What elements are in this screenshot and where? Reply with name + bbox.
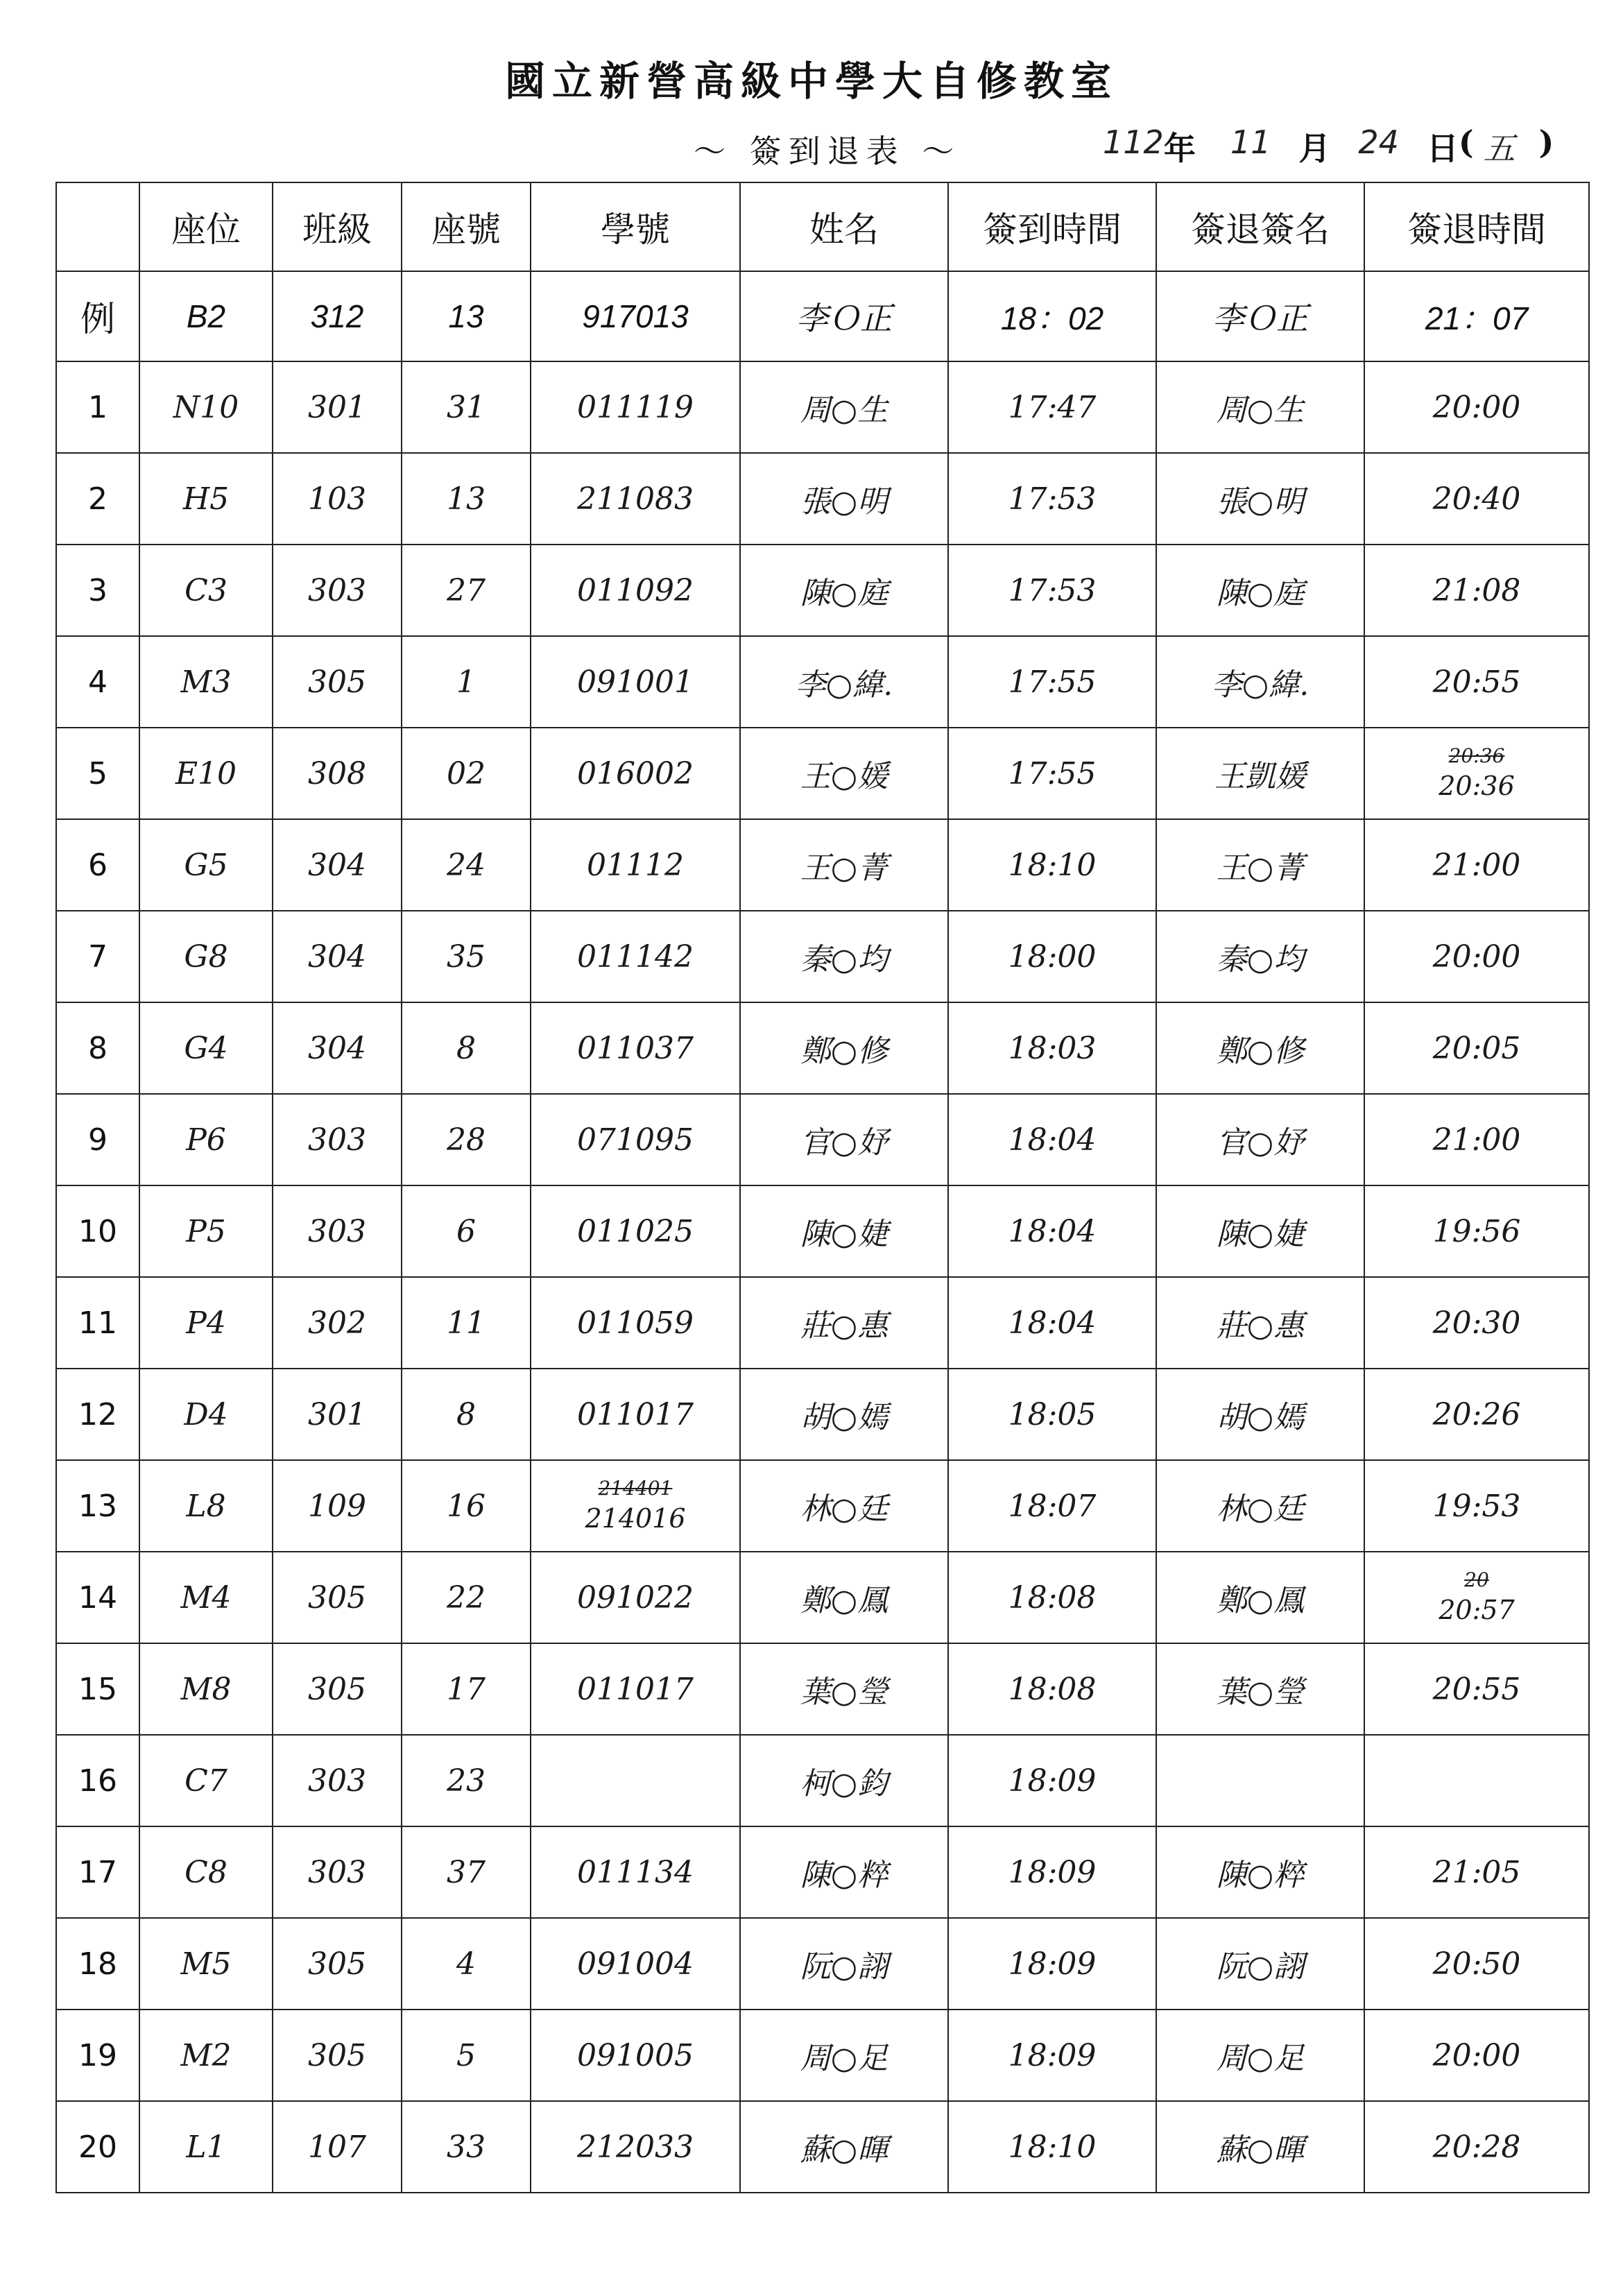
student-id-cell: 011134 — [531, 1826, 740, 1918]
class-cell: 308 — [273, 728, 402, 819]
sign-in-time-cell: 18:04 — [948, 1185, 1156, 1277]
row-number: 2 — [56, 453, 139, 545]
row-number: 15 — [56, 1643, 139, 1735]
seat-number-cell: 17 — [402, 1643, 531, 1735]
row-number: 19 — [56, 2010, 139, 2101]
row-number: 14 — [56, 1552, 139, 1643]
sign-out-name-cell — [1156, 1735, 1364, 1826]
date-year-unit: 年 — [1163, 130, 1196, 167]
seat-number-cell: 5 — [402, 2010, 531, 2101]
sign-out-time-cell: 19:56 — [1364, 1185, 1589, 1277]
seat-cell: M4 — [139, 1552, 273, 1643]
sign-out-name-cell: 蘇○暉 — [1156, 2101, 1364, 2193]
table-row — [56, 728, 1589, 819]
sign-out-name-cell: 張○明 — [1156, 453, 1364, 545]
table-row — [56, 2010, 1589, 2101]
table-row — [56, 1643, 1589, 1735]
table-row — [56, 2101, 1589, 2193]
row-number: 8 — [56, 1002, 139, 1094]
table-row — [56, 1460, 1589, 1552]
seat-number-cell: 6 — [402, 1185, 531, 1277]
row-number: 6 — [56, 819, 139, 911]
name-cell: 王○菁 — [740, 819, 948, 911]
seat-cell: M5 — [139, 1918, 273, 2010]
seat-number-cell: 37 — [402, 1826, 531, 1918]
sign-in-time-cell: 18:04 — [948, 1277, 1156, 1369]
class-cell: 109 — [273, 1460, 402, 1552]
sign-out-time-cell: 20:30 — [1364, 1277, 1589, 1369]
table-row — [56, 361, 1589, 453]
name-cell: 秦○均 — [740, 911, 948, 1002]
sign-out-name-cell: 陳○粹 — [1156, 1826, 1364, 1918]
sign-out-name-cell: 官○妤 — [1156, 1094, 1364, 1185]
example-seat-number: 13 — [402, 271, 531, 361]
table-row — [56, 911, 1589, 1002]
name-cell: 官○妤 — [740, 1094, 948, 1185]
table-row — [56, 1277, 1589, 1369]
class-cell: 305 — [273, 1643, 402, 1735]
seat-cell: L8 — [139, 1460, 273, 1552]
row-number: 18 — [56, 1918, 139, 2010]
example-sign-out-time: 21：07 — [1364, 271, 1589, 361]
table-row — [56, 1918, 1589, 2010]
seat-cell: C8 — [139, 1826, 273, 1918]
sign-out-time-cell: 20:00 — [1364, 911, 1589, 1002]
sign-in-time-cell: 17:53 — [948, 545, 1156, 636]
sign-out-name-cell: 阮○詡 — [1156, 1918, 1364, 2010]
seat-cell: N10 — [139, 361, 273, 453]
sign-in-time-cell: 17:53 — [948, 453, 1156, 545]
date-month-unit: 月 — [1298, 130, 1331, 167]
row-number: 13 — [56, 1460, 139, 1552]
student-id-cell: 091005 — [531, 2010, 740, 2101]
seat-cell: M3 — [139, 636, 273, 728]
sign-out-time-cell: 20:28 — [1364, 2101, 1589, 2193]
column-header: 座號 — [402, 182, 531, 271]
example-row — [56, 271, 1589, 361]
row-number: 4 — [56, 636, 139, 728]
sign-out-time-cell: 21:05 — [1364, 1826, 1589, 1918]
sign-out-time-cell-value: 20:57 — [1439, 1595, 1515, 1625]
student-id-cell: 211083 — [531, 453, 740, 545]
seat-number-cell: 4 — [402, 1918, 531, 2010]
sign-out-name-cell: 周○生 — [1156, 361, 1364, 453]
table-row — [56, 636, 1589, 728]
example-seat: B2 — [139, 271, 273, 361]
sign-out-name-cell: 陳○庭 — [1156, 545, 1364, 636]
student-id-cell: 011025 — [531, 1185, 740, 1277]
seat-cell: C3 — [139, 545, 273, 636]
sign-out-name-cell: 王○菁 — [1156, 819, 1364, 911]
column-header: 簽退簽名 — [1156, 182, 1364, 271]
name-cell: 陳○庭 — [740, 545, 948, 636]
seat-cell: M8 — [139, 1643, 273, 1735]
row-number: 3 — [56, 545, 139, 636]
name-cell: 胡○嫣 — [740, 1369, 948, 1460]
form-date — [1103, 123, 1554, 169]
sign-out-time-cell: 20:50 — [1364, 1918, 1589, 2010]
row-number: 7 — [56, 911, 139, 1002]
sign-in-time-cell: 18:09 — [948, 2010, 1156, 2101]
seat-cell: H5 — [139, 453, 273, 545]
seat-number-cell: 11 — [402, 1277, 531, 1369]
row-number: 20 — [56, 2101, 139, 2193]
table-row — [56, 1094, 1589, 1185]
sign-out-time-cell: 19:53 — [1364, 1460, 1589, 1552]
class-cell: 305 — [273, 1552, 402, 1643]
seat-number-cell: 8 — [402, 1002, 531, 1094]
student-id-cell: 011059 — [531, 1277, 740, 1369]
table-row — [56, 1185, 1589, 1277]
struck-text: 20 — [1464, 1568, 1489, 1591]
name-cell: 陳○婕 — [740, 1185, 948, 1277]
seat-cell: L1 — [139, 2101, 273, 2193]
sign-in-time-cell: 18:05 — [948, 1369, 1156, 1460]
name-cell: 李○緯. — [740, 636, 948, 728]
student-id-cell: 011119 — [531, 361, 740, 453]
name-cell: 蘇○暉 — [740, 2101, 948, 2193]
seat-number-cell: 16 — [402, 1460, 531, 1552]
sign-out-time-cell: 20:00 — [1364, 2010, 1589, 2101]
seat-cell: P5 — [139, 1185, 273, 1277]
name-cell: 鄭○修 — [740, 1002, 948, 1094]
seat-cell: G4 — [139, 1002, 273, 1094]
sign-in-time-cell: 17:55 — [948, 728, 1156, 819]
example-name: 李Ｏ正 — [740, 271, 948, 361]
sign-out-time-cell: 20:26 — [1364, 1369, 1589, 1460]
sign-out-name-cell: 胡○嫣 — [1156, 1369, 1364, 1460]
sign-in-time-cell: 17:55 — [948, 636, 1156, 728]
class-cell: 303 — [273, 1094, 402, 1185]
column-header: 簽退時間 — [1364, 182, 1589, 271]
name-cell: 周○足 — [740, 2010, 948, 2101]
sign-out-name-cell: 陳○婕 — [1156, 1185, 1364, 1277]
sign-in-time-cell: 18:10 — [948, 819, 1156, 911]
sign-in-time-cell: 18:09 — [948, 1826, 1156, 1918]
name-cell: 周○生 — [740, 361, 948, 453]
sign-out-time-cell: 21:00 — [1364, 1094, 1589, 1185]
sign-in-time-cell: 18:09 — [948, 1735, 1156, 1826]
class-cell: 304 — [273, 819, 402, 911]
sign-out-name-cell: 秦○均 — [1156, 911, 1364, 1002]
sign-out-time-cell — [1364, 1552, 1589, 1643]
student-id-cell: 011142 — [531, 911, 740, 1002]
seat-cell: D4 — [139, 1369, 273, 1460]
student-id-cell: 011017 — [531, 1643, 740, 1735]
class-cell: 301 — [273, 1369, 402, 1460]
seat-number-cell: 8 — [402, 1369, 531, 1460]
table-row — [56, 1002, 1589, 1094]
row-number: 9 — [56, 1094, 139, 1185]
table-row — [56, 1826, 1589, 1918]
student-id-cell: 011037 — [531, 1002, 740, 1094]
sign-in-time-cell: 17:47 — [948, 361, 1156, 453]
name-cell: 葉○瑩 — [740, 1643, 948, 1735]
row-number: 5 — [56, 728, 139, 819]
class-cell: 103 — [273, 453, 402, 545]
sign-out-name-cell: 葉○瑩 — [1156, 1643, 1364, 1735]
sign-in-time-cell: 18:00 — [948, 911, 1156, 1002]
table-row — [56, 545, 1589, 636]
example-class: 312 — [273, 271, 402, 361]
seat-cell: G5 — [139, 819, 273, 911]
sign-out-time-cell — [1364, 1735, 1589, 1826]
seat-number-cell: 22 — [402, 1552, 531, 1643]
student-id-cell: 212033 — [531, 2101, 740, 2193]
class-cell: 305 — [273, 636, 402, 728]
form-subtitle: ～ 簽到退表 ～ — [694, 132, 961, 170]
seat-number-cell: 23 — [402, 1735, 531, 1826]
class-cell: 302 — [273, 1277, 402, 1369]
class-cell: 303 — [273, 1735, 402, 1826]
date-weekday-open: ( — [1458, 123, 1474, 161]
sign-in-time-cell: 18:08 — [948, 1643, 1156, 1735]
seat-cell: E10 — [139, 728, 273, 819]
example-sign-out-name: 李Ｏ正 — [1156, 271, 1364, 361]
student-id-cell: 016002 — [531, 728, 740, 819]
student-id-cell: 091001 — [531, 636, 740, 728]
column-header: 班級 — [273, 182, 402, 271]
example-label: 例 — [56, 271, 139, 361]
sign-out-time-cell: 20:55 — [1364, 636, 1589, 728]
sign-out-time-cell-value: 20:36 — [1439, 771, 1515, 801]
row-number: 1 — [56, 361, 139, 453]
sign-out-name-cell: 鄭○修 — [1156, 1002, 1364, 1094]
class-cell: 301 — [273, 361, 402, 453]
class-cell: 305 — [273, 1918, 402, 2010]
sign-in-time-cell: 18:07 — [948, 1460, 1156, 1552]
sign-in-table — [55, 182, 1590, 2193]
seat-number-cell: 31 — [402, 361, 531, 453]
class-cell: 303 — [273, 1185, 402, 1277]
student-id-cell — [531, 1460, 740, 1552]
class-cell: 305 — [273, 2010, 402, 2101]
sign-in-time-cell: 18:08 — [948, 1552, 1156, 1643]
sign-in-time-cell: 18:10 — [948, 2101, 1156, 2193]
name-cell: 陳○粹 — [740, 1826, 948, 1918]
name-cell: 王○媛 — [740, 728, 948, 819]
table-row — [56, 1552, 1589, 1643]
sign-out-time-cell: 20:00 — [1364, 361, 1589, 453]
sign-out-time-cell: 21:08 — [1364, 545, 1589, 636]
sign-in-time-cell: 18:04 — [948, 1094, 1156, 1185]
struck-text: 214401 — [598, 1477, 673, 1500]
student-id-cell — [531, 1735, 740, 1826]
name-cell: 林○廷 — [740, 1460, 948, 1552]
sign-out-time-cell — [1364, 728, 1589, 819]
name-cell: 柯○鈞 — [740, 1735, 948, 1826]
seat-number-cell: 1 — [402, 636, 531, 728]
class-cell: 303 — [273, 1826, 402, 1918]
seat-cell: M2 — [139, 2010, 273, 2101]
sign-out-name-cell: 周○足 — [1156, 2010, 1364, 2101]
row-number: 12 — [56, 1369, 139, 1460]
table-row — [56, 819, 1589, 911]
seat-number-cell: 13 — [402, 453, 531, 545]
student-id-cell: 01112 — [531, 819, 740, 911]
sign-out-name-cell: 林○廷 — [1156, 1460, 1364, 1552]
table-header-row — [56, 182, 1589, 271]
class-cell: 304 — [273, 911, 402, 1002]
table-row — [56, 1369, 1589, 1460]
date-weekday-close: ) — [1538, 123, 1554, 161]
student-id-cell-value: 214016 — [585, 1503, 686, 1534]
name-cell: 鄭○鳳 — [740, 1552, 948, 1643]
example-sign-in-time: 18：02 — [948, 271, 1156, 361]
date-weekday: 五 — [1483, 130, 1515, 167]
class-cell: 304 — [273, 1002, 402, 1094]
seat-number-cell: 02 — [402, 728, 531, 819]
column-header: 簽到時間 — [948, 182, 1156, 271]
sign-in-time-cell: 18:03 — [948, 1002, 1156, 1094]
student-id-cell: 071095 — [531, 1094, 740, 1185]
student-id-cell: 011092 — [531, 545, 740, 636]
row-number: 16 — [56, 1735, 139, 1826]
row-number: 10 — [56, 1185, 139, 1277]
class-cell: 303 — [273, 545, 402, 636]
sign-out-time-cell: 20:05 — [1364, 1002, 1589, 1094]
date-day-unit: 日 — [1426, 130, 1459, 167]
seat-cell: P4 — [139, 1277, 273, 1369]
seat-cell: P6 — [139, 1094, 273, 1185]
sign-out-name-cell: 王凱媛 — [1156, 728, 1364, 819]
seat-number-cell: 35 — [402, 911, 531, 1002]
student-id-cell: 091022 — [531, 1552, 740, 1643]
name-cell: 張○明 — [740, 453, 948, 545]
column-header: 姓名 — [740, 182, 948, 271]
table-row — [56, 453, 1589, 545]
sign-out-time-cell: 21:00 — [1364, 819, 1589, 911]
class-cell: 107 — [273, 2101, 402, 2193]
sign-out-name-cell: 鄭○鳳 — [1156, 1552, 1364, 1643]
sign-out-time-cell: 20:40 — [1364, 453, 1589, 545]
sign-out-name-cell: 莊○惠 — [1156, 1277, 1364, 1369]
row-number: 11 — [56, 1277, 139, 1369]
struck-text: 20:36 — [1448, 744, 1505, 767]
name-cell: 莊○惠 — [740, 1277, 948, 1369]
seat-cell: G8 — [139, 911, 273, 1002]
column-header: 座位 — [139, 182, 273, 271]
student-id-cell: 091004 — [531, 1918, 740, 2010]
seat-cell: C7 — [139, 1735, 273, 1826]
date-month: 11 — [1230, 123, 1271, 161]
student-id-cell: 011017 — [531, 1369, 740, 1460]
column-header: 學號 — [531, 182, 740, 271]
page-title: 國立新營高級中學大自修教室 — [504, 58, 1118, 105]
table-row — [56, 1735, 1589, 1826]
column-header — [56, 182, 139, 271]
seat-number-cell: 28 — [402, 1094, 531, 1185]
seat-number-cell: 27 — [402, 545, 531, 636]
date-year: 112 — [1103, 123, 1164, 161]
name-cell: 阮○詡 — [740, 1918, 948, 2010]
date-day: 24 — [1358, 123, 1399, 161]
example-student-id: 917013 — [531, 271, 740, 361]
row-number: 17 — [56, 1826, 139, 1918]
sign-out-name-cell: 李○緯. — [1156, 636, 1364, 728]
sign-out-time-cell: 20:55 — [1364, 1643, 1589, 1735]
seat-number-cell: 33 — [402, 2101, 531, 2193]
seat-number-cell: 24 — [402, 819, 531, 911]
sign-in-time-cell: 18:09 — [948, 1918, 1156, 2010]
